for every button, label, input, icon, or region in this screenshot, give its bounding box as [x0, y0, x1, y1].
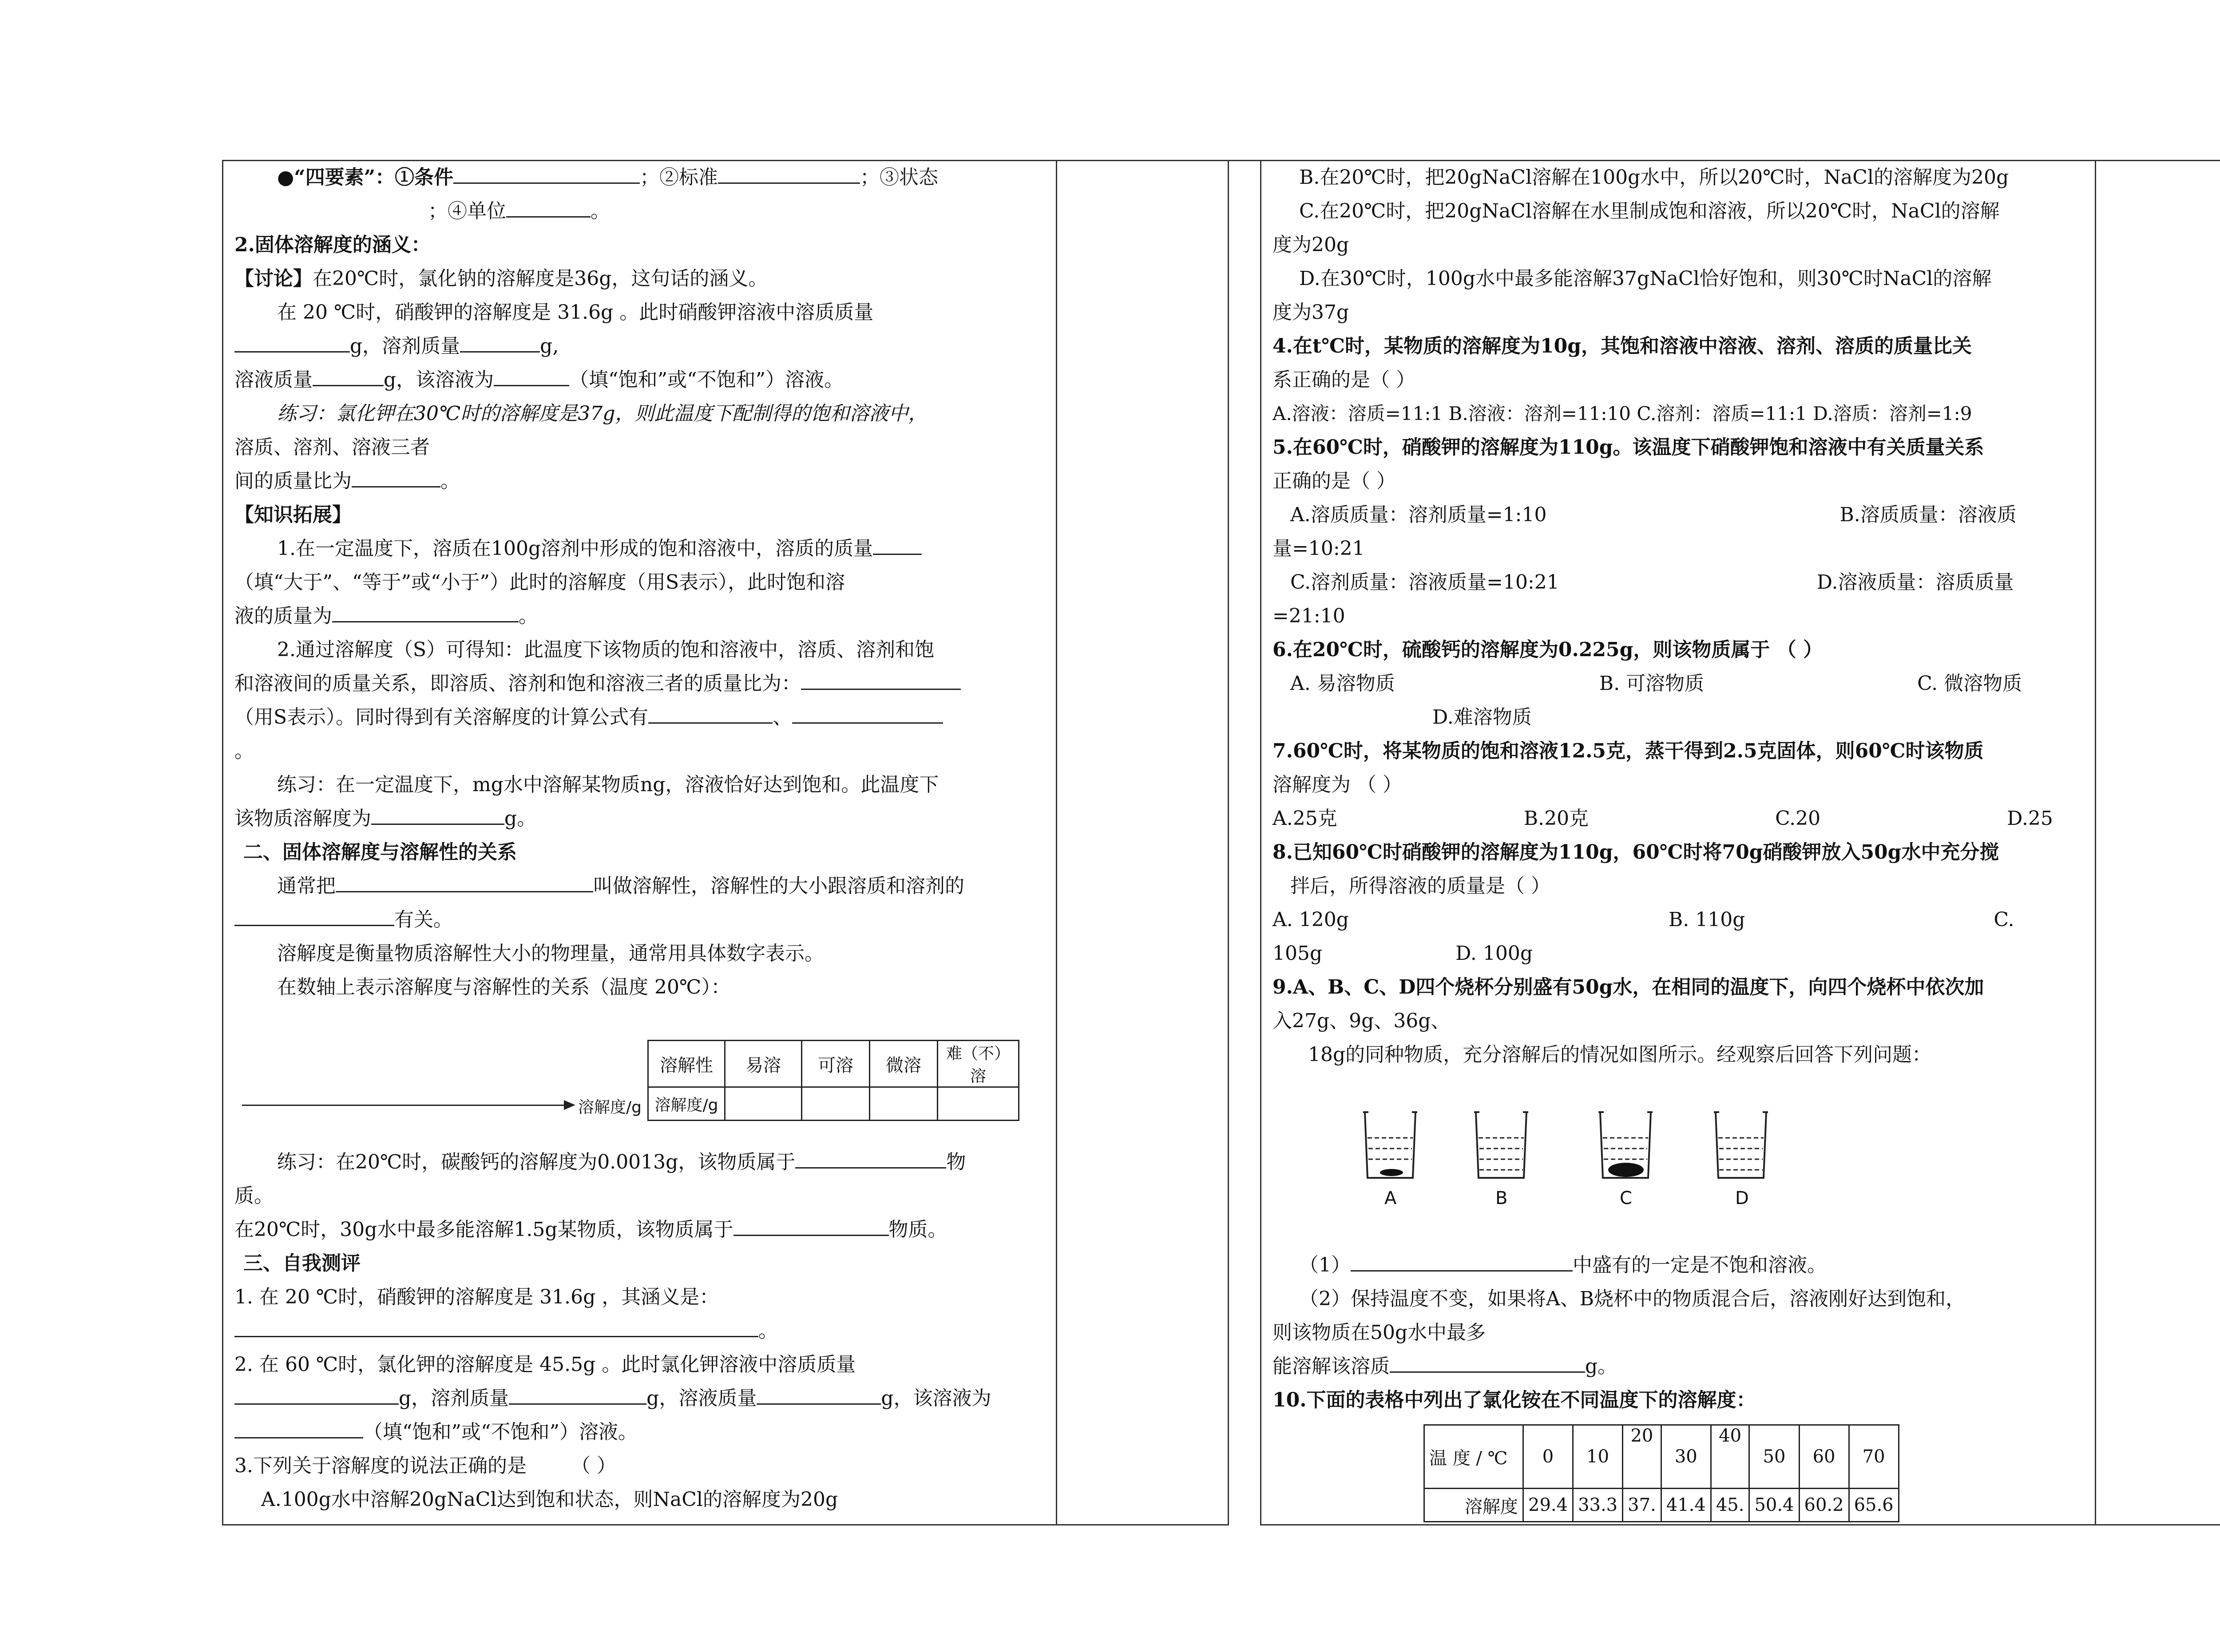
table-cell: 50.4	[1749, 1489, 1799, 1522]
ext-1-line-3: 液的质量为 。	[234, 599, 1047, 633]
q8-options-2: 105g D. 100g	[1273, 942, 1533, 965]
q3-option-a: A.100g水中溶解20gNaCl达到饱和状态，则NaCl的溶解度为20g	[261, 1488, 838, 1511]
ext-1-line-1: 1.在一定温度下，溶质在100g溶剂中形成的饱和溶液中，溶质的质量	[234, 532, 1047, 566]
table-cell: 50	[1749, 1425, 1799, 1489]
left-column-lower	[234, 1145, 1047, 1517]
q2-line-1: 2. 在 60 ℃时，氯化钾的溶解度是 45.5g 。此时氯化钾溶液中溶质质量	[234, 1353, 856, 1376]
table-cell: 33.3	[1573, 1489, 1623, 1522]
q5-options-ab: A.溶质质量：溶剂质量=1:10 B.溶质质量：溶液质	[1290, 503, 2017, 526]
table-cell: 可溶	[802, 1041, 870, 1087]
table-cell	[938, 1087, 1019, 1121]
kno3-line-2: g，溶剂质量 g,	[234, 329, 1047, 363]
right-column	[1273, 161, 2085, 1072]
beaker-label-a: A	[1384, 1188, 1397, 1208]
number-axis-line	[242, 1105, 566, 1106]
beaker-label-b: B	[1495, 1188, 1508, 1208]
beaker-b-icon	[1472, 1108, 1530, 1183]
left-column	[234, 161, 1047, 1004]
table-cell: 37.	[1623, 1489, 1661, 1522]
ext-2-line-2: 和溶液间的质量关系，即溶质、溶剂和饱和溶液三者的质量比为：	[234, 667, 1047, 701]
table-cell: 29.4	[1523, 1489, 1573, 1522]
relation-line-4: 在数轴上表示溶解度与溶解性的关系（温度 20℃）：	[277, 976, 731, 998]
relation-line-3: 溶解度是衡量物质溶解性大小的物理量，通常用具体数字表示。	[277, 942, 824, 965]
kno3-line-1: 在 20 ℃时，硝酸钾的溶解度是 31.6g 。此时硝酸钾溶液中溶质质量	[277, 301, 874, 324]
beaker-a-icon	[1361, 1108, 1419, 1183]
q1-line-1: 1. 在 20 ℃时，硝酸钾的溶解度是 31.6g ，其涵义是：	[234, 1286, 719, 1308]
relation-line-2: 有关。	[234, 903, 1047, 937]
left-panel-divider	[1056, 160, 1057, 1525]
q6-line-1: 6.在20℃时，硫酸钙的溶解度为0.225g，则该物质属于 （ ）	[1273, 638, 1823, 661]
table-cell: 41.4	[1661, 1489, 1711, 1522]
q9-line-1: 9.A、B、C、D四个烧杯分别盛有50g水，在相同的温度下，向四个烧杯中依次加	[1273, 976, 1984, 998]
q8-line-1: 8.已知60℃时硝酸钾的溶解度为110g，60℃时将70g硝酸钾放入50g水中充分搅	[1273, 841, 1999, 864]
practice-3-line-1: 练习：在20℃时，碳酸钙的溶解度为0.0013g，该物质属于 物	[234, 1145, 1047, 1179]
q4-line-2: 系正确的是（ ）	[1273, 368, 1415, 391]
table-cell: 45.	[1711, 1489, 1749, 1522]
table-cell: 溶解度/g	[648, 1087, 725, 1121]
table-cell: 溶解度	[1424, 1489, 1523, 1522]
practice-2-line-1: 练习：在一定温度下，mg水中溶解某物质ng，溶液恰好达到饱和。此温度下	[277, 773, 939, 796]
table-cell: 60	[1799, 1425, 1849, 1489]
table-cell	[802, 1087, 870, 1121]
q5-options-cd: C.溶剂质量：溶液质量=10:21 D.溶液质量：溶质质量	[1290, 571, 2014, 594]
table-cell: 难（不）溶	[938, 1041, 1019, 1087]
q8-line-2: 拌后，所得溶液的质量是（ ）	[1290, 875, 1550, 897]
discuss-line: 【讨论】在20℃时，氯化钠的溶解度是36g，这句话的涵义。	[234, 267, 768, 290]
practice-3-line-2: 质。	[234, 1185, 274, 1207]
q9-sub-2-line-3: 能溶解该溶质 g。	[1273, 1350, 2085, 1383]
beaker-label-c: C	[1620, 1188, 1632, 1208]
section-c-title: 三、自我测评	[243, 1252, 361, 1275]
number-axis-arrow-icon	[564, 1100, 575, 1110]
solubility-class-table	[647, 1040, 1019, 1121]
q5-options-ab-2: 量=10:21	[1273, 537, 1365, 560]
four-elements-line: ●“四要素”：①条件 ；②标准 ；③状态	[234, 161, 1047, 194]
table-row	[1424, 1489, 1899, 1522]
q3-option-d-1: D.在30℃时，100g水中最多能溶解37gNaCl恰好饱和，则30℃时NaCl的溶解	[1299, 267, 1992, 290]
table-cell: 65.6	[1849, 1489, 1899, 1522]
table-cell: 70	[1849, 1425, 1899, 1489]
number-axis-label: 溶解度/g	[578, 1098, 642, 1117]
practice-3-line-3: 在20℃时，30g水中最多能溶解1.5g某物质，该物质属于 物质。	[234, 1213, 1047, 1247]
q4-options: A.溶液：溶质=11:1 B.溶液：溶剂=11:10 C.溶剂：溶质=11:1 D.溶质：溶剂=1:9	[1273, 403, 1972, 424]
q3-line: 3.下列关于溶解度的说法正确的是 （ ）	[234, 1454, 616, 1477]
ext-2-line-4: 。	[234, 740, 254, 762]
table-cell: 20	[1623, 1425, 1661, 1489]
q3-option-c-1: C.在20℃时，把20gNaCl溶解在水里制成饱和溶液，所以20℃时，NaCl的溶解	[1299, 200, 2000, 222]
q5-options-cd-2: =21:10	[1273, 605, 1345, 627]
table-row	[1424, 1425, 1899, 1489]
q6-option-d: D.难溶物质	[1432, 706, 1532, 729]
table-cell: 溶解性	[648, 1041, 725, 1087]
q7-line-1: 7.60℃时，将某物质的饱和溶液12.5克，蒸干得到2.5克固体，则60℃时该物质	[1273, 740, 1984, 762]
relation-line-1: 通常把 叫做溶解性，溶解性的大小跟溶质和溶剂的	[234, 869, 1047, 903]
q2-line-2: g，溶剂质量 g，溶液质量 g，该溶液为	[234, 1382, 1047, 1415]
ext-2-line-1: 2.通过溶解度（S）可得知：此温度下该物质的饱和溶液中，溶质、溶剂和饱	[277, 638, 935, 661]
right-column-lower	[1273, 1248, 2085, 1417]
q5-line-2: 正确的是（ ）	[1273, 470, 1396, 492]
nh4cl-solubility-table	[1423, 1424, 1899, 1522]
q3-option-b: B.在20℃时，把20gNaCl溶解在100g水中，所以20℃时，NaCl的溶解度为20g	[1299, 166, 2009, 189]
right-panel-divider	[2095, 160, 2096, 1525]
ext-2-line-3: （用S表示）。同时得到有关溶解度的计算公式有 、	[234, 701, 1047, 734]
knowledge-ext-title: 【知识拓展】	[234, 503, 352, 526]
q9-line-3: 18g的同种物质，充分溶解后的情况如图所示。经观察后回答下列问题：	[1308, 1043, 1932, 1066]
table-row	[648, 1041, 1019, 1087]
section-2-title: 2.固体溶解度的涵义：	[234, 234, 431, 256]
table-row	[648, 1087, 1019, 1121]
table-cell: 易溶	[725, 1041, 802, 1087]
q2-line-3: （填“饱和”或“不饱和”）溶液。	[234, 1415, 1047, 1449]
q9-sub-2-line-2: 则该物质在50g水中最多	[1273, 1321, 1486, 1344]
beaker-label-d: D	[1735, 1188, 1749, 1208]
table-cell: 10	[1573, 1425, 1623, 1489]
beaker-d-icon	[1712, 1108, 1770, 1183]
table-cell: 30	[1661, 1425, 1711, 1489]
practice-1-line-3: 间的质量比为 。	[234, 464, 1047, 498]
q9-sub-2-line-1: （2）保持温度不变，如果将A、B烧杯中的物质混合后，溶液刚好达到饱和，	[1299, 1288, 1966, 1310]
table-cell: 微溶	[870, 1041, 938, 1087]
practice-1-line-1: 练习：氯化钾在30℃时的溶解度是37g，则此温度下配制得的饱和溶液中，	[277, 402, 928, 425]
table-cell: 60.2	[1799, 1489, 1849, 1522]
q9-sub-1: （1） 中盛有的一定是不饱和溶液。	[1273, 1248, 2085, 1282]
four-elements-line-2: ；④单位 。	[234, 194, 1047, 228]
q7-options: A.25克 B.20克 C.20 D.25	[1273, 807, 2053, 830]
q1-line-2: 。	[234, 1314, 1047, 1348]
q4-line-1: 4.在t℃时，某物质的溶解度为10g，其饱和溶液中溶液、溶剂、溶质的质量比关	[1273, 335, 1972, 357]
table-cell: 温 度 / ℃	[1424, 1425, 1523, 1489]
q6-options: A. 易溶物质 B. 可溶物质 C. 微溶物质	[1290, 672, 2022, 695]
q7-line-2: 溶解度为 （ ）	[1273, 773, 1402, 796]
ext-1-line-2: （填“大于”、“等于”或“小于”）此时的溶解度（用S表示），此时饱和溶	[234, 571, 845, 594]
q3-option-c-2: 度为20g	[1273, 234, 1349, 256]
section-b-title: 二、固体溶解度与溶解性的关系	[243, 841, 517, 864]
table-cell: 40	[1711, 1425, 1749, 1489]
q3-option-d-2: 度为37g	[1273, 301, 1349, 324]
table-cell	[870, 1087, 938, 1121]
q10-line-1: 10.下面的表格中列出了氯化铵在不同温度下的溶解度：	[1273, 1389, 1756, 1411]
practice-1-line-2: 溶质、溶剂、溶液三者	[234, 436, 430, 459]
beaker-c-icon	[1597, 1108, 1654, 1183]
table-cell: 0	[1523, 1425, 1573, 1489]
q8-options: A. 120g B. 110g C.	[1273, 908, 2014, 931]
table-cell	[725, 1087, 802, 1121]
kno3-line-3: 溶液质量 g，该溶液为 （填“饱和”或“不饱和”）溶液。	[234, 363, 1047, 397]
practice-2-line-2: 该物质溶解度为 g。	[234, 802, 1047, 836]
q9-line-2: 入27g、9g、36g、	[1273, 1010, 1451, 1032]
q5-line-1: 5.在60℃时，硝酸钾的溶解度为110g。该温度下硝酸钾饱和溶液中有关质量关系	[1273, 436, 1984, 459]
